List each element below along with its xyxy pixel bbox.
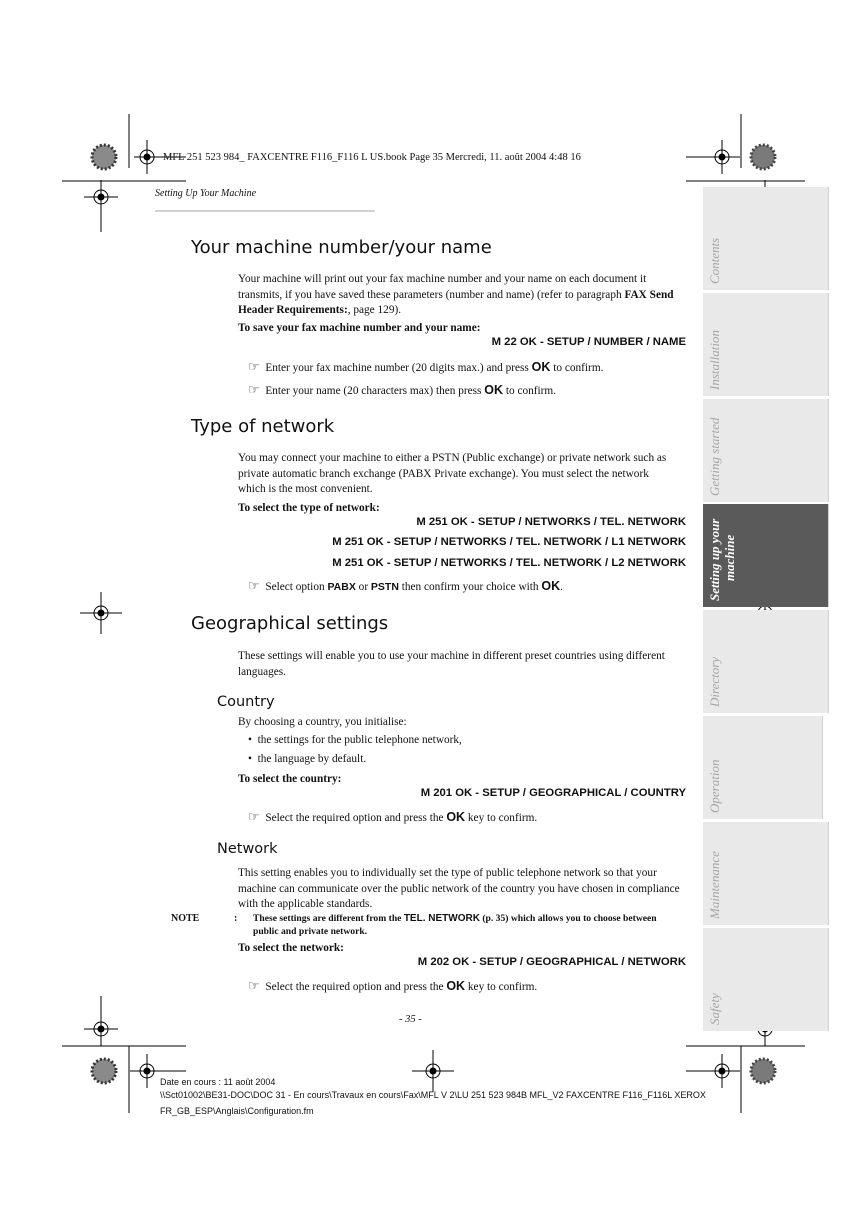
tab-safety[interactable]: Safety bbox=[703, 928, 829, 1031]
color-target-bottom-left bbox=[92, 1059, 116, 1083]
tab-getting-started[interactable]: Getting started bbox=[703, 399, 829, 502]
bullet-icon: • bbox=[248, 753, 252, 765]
tab-maintenance[interactable]: Maintenance bbox=[703, 822, 829, 925]
heading-network-type: Type of network bbox=[191, 416, 335, 437]
machine-number-command: M 22 OK - SETUP / NUMBER / NAME bbox=[491, 336, 686, 348]
network-type-command-1: M 251 OK - SETUP / NETWORKS / TEL. NETWORK bbox=[416, 516, 686, 528]
machine-number-step-2: ☞ Enter your name (20 characters max) then press OK to confirm. bbox=[248, 382, 557, 397]
network-type-step: ☞ Select option PABX or PSTN then confirm your choice with OK. bbox=[248, 578, 563, 593]
network-type-paragraph: You may connect your machine to either a PSTN (Public exchange) or private network such as private automatic branch exchange (PABX Private exchange). You must select the network which is the most convenient. bbox=[238, 452, 667, 495]
tab-installation[interactable]: Installation bbox=[703, 293, 829, 396]
network-type-label: To select the type of network: bbox=[238, 502, 380, 514]
running-head: Setting Up Your Machine bbox=[155, 188, 257, 199]
machine-number-paragraph: Your machine will print out your fax machine number and your name on each document it transmits, if you have saved these parameters (number and name) (refer to paragraph FAX Send Header Requirements:, page 129). bbox=[238, 273, 674, 316]
note-colon: : bbox=[234, 913, 238, 924]
color-target-bottom-right bbox=[751, 1059, 775, 1083]
bullet-icon: • bbox=[248, 734, 252, 746]
machine-number-label: To save your fax machine number and your name: bbox=[238, 322, 481, 334]
country-step: ☞ Select the required option and press the OK key to confirm. bbox=[248, 809, 538, 824]
country-label: To select the country: bbox=[238, 773, 342, 785]
footer: Date en cours : 11 août 2004 \\Sct01002\BE31-DOC\DOC 31 - En cours\Travaux en cours\Fax\MFL V 2\LU 251 523 984B MFL_V2 FAXCENTRE F116_F116L XEROX FR_GB_ESP\Anglais\Configuration.fm bbox=[160, 1077, 706, 1116]
heading-country: Country bbox=[217, 694, 275, 710]
page-number: - 35 - bbox=[399, 1014, 422, 1025]
machine-number-step-1: ☞ Enter your fax machine number (20 digits max.) and press OK to confirm. bbox=[248, 359, 604, 374]
network-step: ☞ Select the required option and press the OK key to confirm. bbox=[248, 978, 538, 993]
pointing-hand-icon: ☞ bbox=[248, 809, 260, 824]
note-text: These settings are different from the TEL. NETWORK (p. 35) which allows you to choose between public and private network. bbox=[253, 913, 657, 937]
network-type-command-3: M 251 OK - SETUP / NETWORKS / TEL. NETWORK / L2 NETWORK bbox=[332, 557, 686, 569]
geo-paragraph: These settings will enable you to use your machine in different preset countries using different languages. bbox=[238, 650, 665, 678]
tab-contents[interactable]: Contents bbox=[703, 187, 829, 290]
crosshair-top-right bbox=[686, 140, 740, 174]
network-paragraph: This setting enables you to individually set the type of public telephone network so that your machine can communicate over the public network of the country you have chosen in compliance with the applicable standards. bbox=[238, 867, 680, 910]
tab-setting-up-your-machine[interactable]: Setting up your machine bbox=[703, 504, 829, 607]
network-type-command-2: M 251 OK - SETUP / NETWORKS / TEL. NETWORK / L1 NETWORK bbox=[332, 536, 686, 548]
heading-geographical: Geographical settings bbox=[191, 613, 389, 634]
tab-directory[interactable]: Directory bbox=[703, 610, 829, 713]
country-intro: By choosing a country, you initialise: bbox=[238, 716, 407, 728]
color-target-top-left bbox=[92, 145, 116, 169]
country-bullet-1: • the settings for the public telephone network, bbox=[248, 734, 462, 746]
pointing-hand-icon: ☞ bbox=[248, 978, 260, 993]
color-target-top-right bbox=[751, 145, 775, 169]
network-label: To select the network: bbox=[238, 942, 344, 954]
pointing-hand-icon: ☞ bbox=[248, 578, 260, 593]
country-bullet-2: • the language by default. bbox=[248, 753, 367, 765]
heading-machine-number: Your machine number/your name bbox=[191, 237, 492, 258]
network-command: M 202 OK - SETUP / GEOGRAPHICAL / NETWORK bbox=[417, 956, 686, 968]
heading-network: Network bbox=[217, 841, 278, 857]
country-command: M 201 OK - SETUP / GEOGRAPHICAL / COUNTRY bbox=[420, 787, 686, 799]
tab-operation[interactable]: Operation bbox=[703, 716, 823, 819]
pointing-hand-icon: ☞ bbox=[248, 359, 260, 374]
note-label: NOTE bbox=[171, 913, 200, 924]
pointing-hand-icon: ☞ bbox=[248, 382, 260, 397]
print-header: MFL 251 523 984_ FAXCENTRE F116_F116 L US.book Page 35 Mercredi, 11. août 2004 4:48 16 bbox=[163, 152, 581, 163]
